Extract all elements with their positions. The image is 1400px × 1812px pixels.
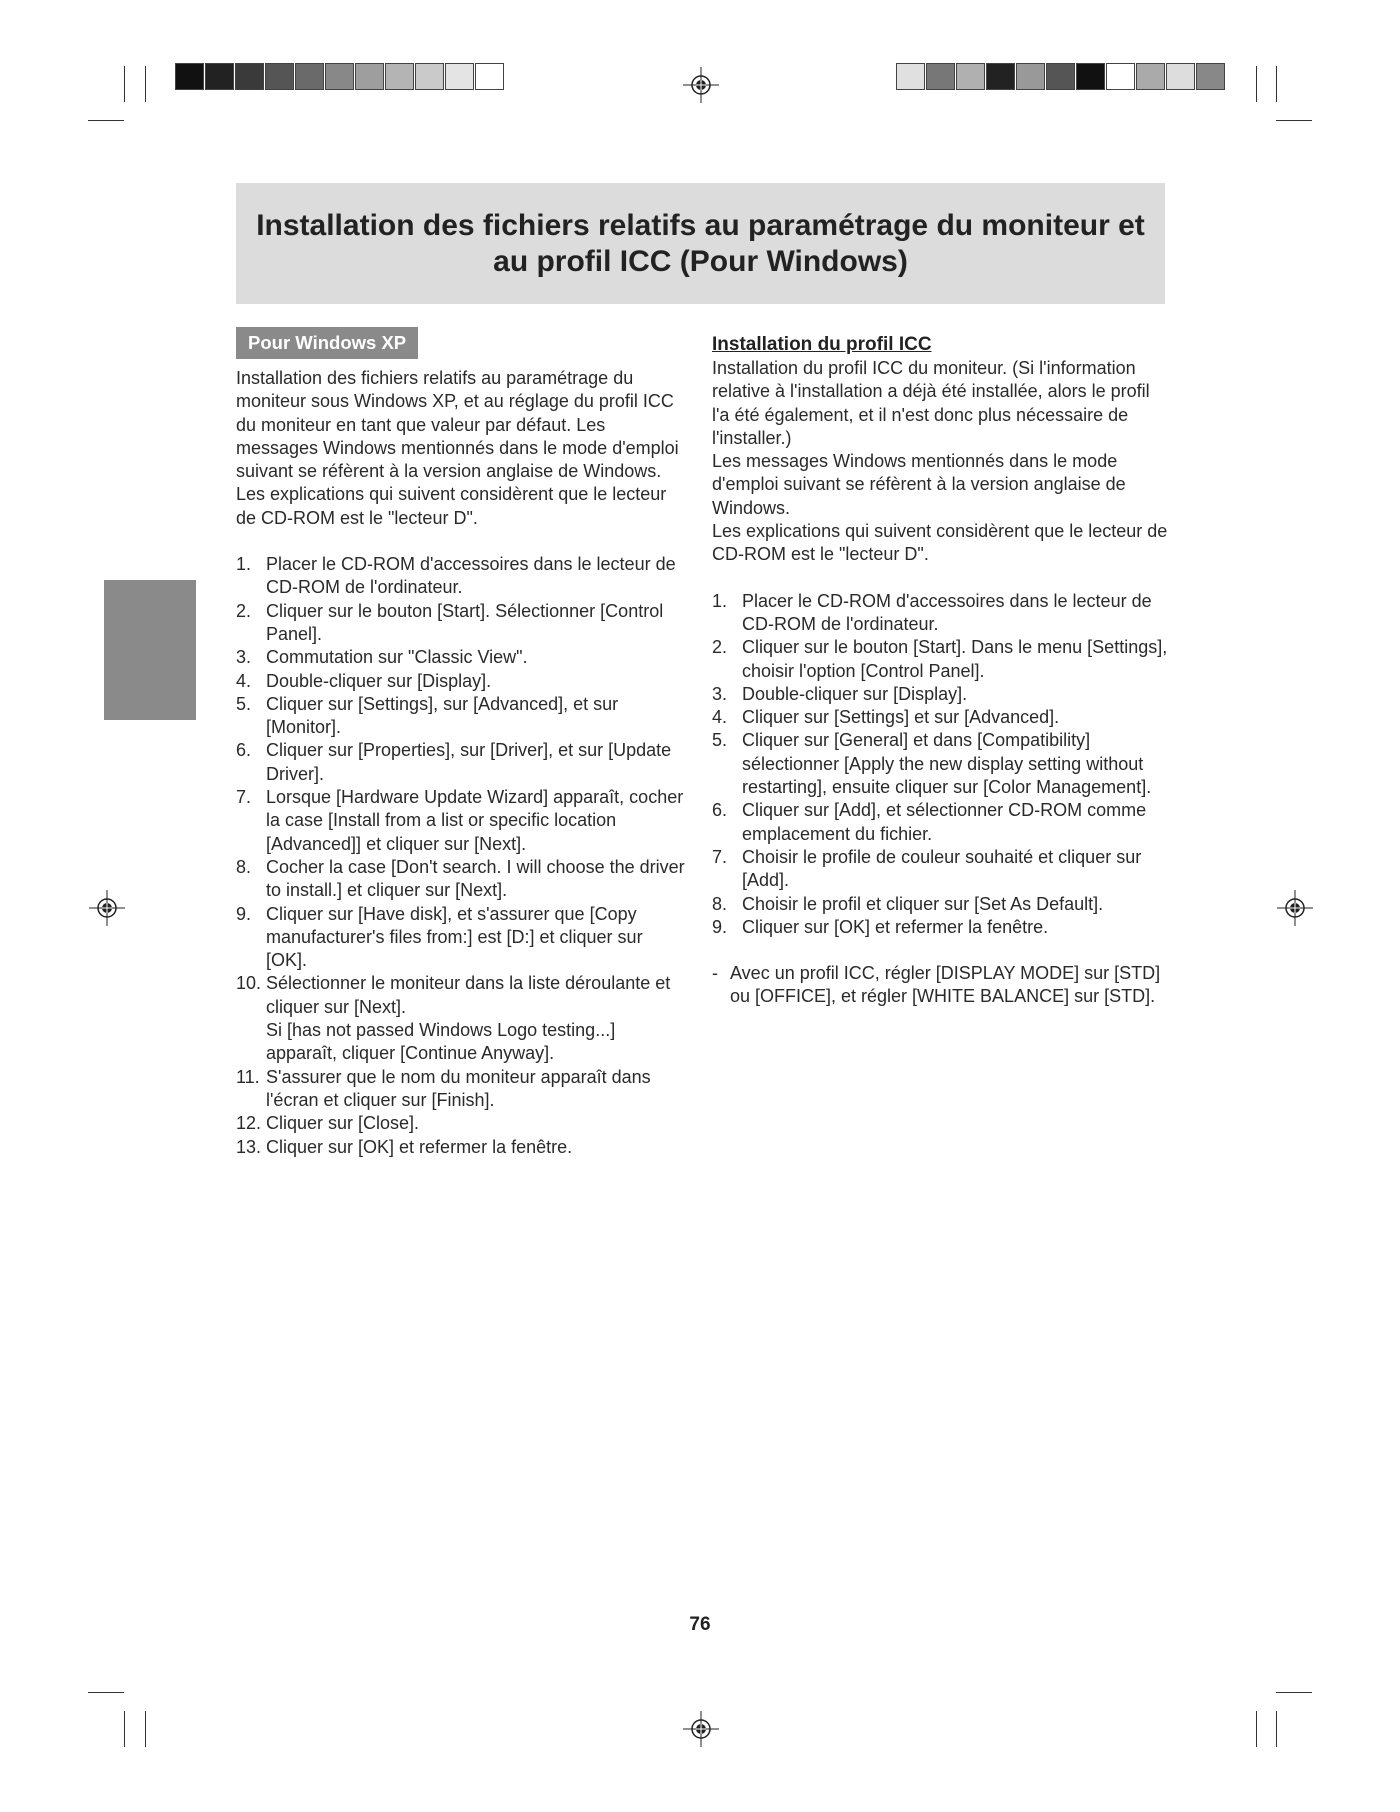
color-swatch bbox=[896, 63, 925, 90]
color-swatch bbox=[235, 63, 264, 90]
registration-mark-icon bbox=[683, 1711, 719, 1747]
section-thumb-tab bbox=[104, 580, 196, 720]
page-title: Installation des fichiers relatifs au paramétrage du moniteur et au profil ICC (Pour Windows) bbox=[256, 208, 1145, 278]
step-text: Cliquer sur [Properties], sur [Driver], et sur [Update Driver]. bbox=[266, 740, 672, 784]
color-swatch bbox=[1196, 63, 1225, 90]
step-text: S'assurer que le nom du moniteur apparaît dans l'écran et cliquer sur [Finish]. bbox=[266, 1066, 651, 1110]
step-text: Choisir le profil et cliquer sur [Set As Default]. bbox=[742, 893, 1104, 914]
registration-mark-icon bbox=[683, 67, 719, 103]
section-heading: Installation du profil ICC bbox=[712, 334, 932, 355]
note-text: Avec un profil ICC, régler [DISPLAY MODE] sur [STD] ou [OFFICE], et régler [WHITE BALANCE] sur [STD]. bbox=[730, 963, 1161, 1007]
step-text: Lorsque [Hardware Update Wizard] apparaît, cocher la case [Install from a list or specific location [Advanced]] et cliquer sur [Next]. bbox=[266, 787, 684, 854]
intro-paragraph: Les explications qui suivent considèrent que le lecteur de CD-ROM est le "lecteur D". bbox=[712, 521, 1168, 565]
step-number: 2. bbox=[236, 600, 252, 621]
step-text: Sélectionner le moniteur dans la liste déroulante et cliquer sur [Next]. bbox=[266, 973, 671, 1017]
step-text-block bbox=[266, 972, 686, 1065]
intro-paragraph: Installation du profil ICC du moniteur. (Si l'information relative à l'installation a déjà été installée, alors le profil l'a été également, et il n'est donc plus nécessaire de l'installer.) bbox=[712, 358, 1150, 448]
color-swatch bbox=[445, 63, 474, 90]
color-swatch bbox=[415, 63, 444, 90]
step-text: Cocher la case [Don't search. I will choose the driver to install.] et cliquer sur [Next]. bbox=[266, 856, 685, 901]
step-number: 5. bbox=[712, 730, 728, 751]
steps-list bbox=[712, 590, 1168, 939]
list-item bbox=[236, 600, 686, 647]
step-text: Cliquer sur [OK] et refermer la fenêtre. bbox=[266, 1136, 573, 1157]
color-swatch bbox=[295, 63, 324, 90]
step-text: Double-cliquer sur [Display]. bbox=[742, 683, 968, 704]
list-item bbox=[236, 972, 686, 1065]
step-text: Placer le CD-ROM d'accessoires dans le lecteur de CD-ROM de l'ordinateur. bbox=[742, 590, 1152, 634]
step-number: 11. bbox=[236, 1066, 260, 1087]
step-number: 2. bbox=[712, 637, 728, 658]
step-text: Cliquer sur le bouton [Start]. Sélectionner [Control Panel]. bbox=[266, 600, 664, 644]
step-number: 9. bbox=[236, 903, 252, 924]
step-text: Placer le CD-ROM d'accessoires dans le lecteur de CD-ROM de l'ordinateur. bbox=[266, 554, 676, 598]
list-item bbox=[236, 739, 686, 786]
step-text: Cliquer sur [OK] et refermer la fenêtre. bbox=[742, 916, 1049, 937]
color-swatch bbox=[265, 63, 294, 90]
color-swatch bbox=[385, 63, 414, 90]
step-text: Cliquer sur le bouton [Start]. Dans le menu [Settings], choisir l'option [Control Panel]. bbox=[742, 637, 1168, 681]
step-number: 4. bbox=[236, 670, 252, 691]
page-number: 76 bbox=[689, 1614, 711, 1635]
section-badge: Pour Windows XP bbox=[236, 327, 418, 359]
color-swatch bbox=[355, 63, 384, 90]
step-subtext: Si [has not passed Windows Logo testing...] apparaît, cliquer [Continue Anyway]. bbox=[266, 1020, 616, 1064]
step-text: Commutation sur "Classic View". bbox=[266, 647, 528, 668]
color-calibration-bar-right bbox=[896, 63, 1226, 92]
color-swatch bbox=[926, 63, 955, 90]
intro-paragraph: Installation des fichiers relatifs au paramétrage du moniteur sous Windows XP, et au réglage du profil ICC du moniteur en tant que valeur par défaut. Les messages Windows mentionnés dans le mode d'emploi suivant se réfèrent à la version anglaise de Windows. bbox=[236, 368, 679, 482]
step-number: 1. bbox=[236, 554, 252, 575]
color-swatch bbox=[1136, 63, 1165, 90]
list-item bbox=[712, 636, 1168, 683]
color-swatch bbox=[986, 63, 1015, 90]
step-number: 1. bbox=[712, 590, 728, 611]
list-item bbox=[712, 916, 1168, 939]
step-number: 5. bbox=[236, 693, 252, 714]
intro-paragraph: Les explications qui suivent considèrent que le lecteur de CD-ROM est le "lecteur D". bbox=[236, 484, 667, 528]
steps-list bbox=[236, 553, 686, 1159]
note bbox=[712, 962, 1168, 1009]
list-item bbox=[712, 729, 1168, 799]
list-item bbox=[712, 799, 1168, 846]
step-text: Cliquer sur [Have disk], et s'assurer que [Copy manufacturer's files from:] est [D:] et cliquer sur [OK]. bbox=[266, 903, 643, 971]
step-text: Cliquer sur [Add], et sélectionner CD-ROM comme emplacement du fichier. bbox=[742, 800, 1147, 844]
list-item bbox=[712, 683, 1168, 706]
list-item bbox=[236, 553, 686, 600]
color-swatch bbox=[1106, 63, 1135, 90]
step-number: 13. bbox=[236, 1136, 262, 1157]
step-number: 9. bbox=[712, 916, 728, 937]
color-swatch bbox=[205, 63, 234, 90]
step-text: Cliquer sur [Close]. bbox=[266, 1113, 420, 1134]
step-text: Cliquer sur [General] et dans [Compatibility] sélectionner [Apply the new display setting without restarting], ensuite cliquer sur [Color Management]. bbox=[742, 730, 1152, 798]
color-swatch bbox=[1166, 63, 1195, 90]
right-column bbox=[712, 333, 1168, 1009]
note-dash: - bbox=[712, 963, 718, 984]
color-swatch bbox=[1076, 63, 1105, 90]
list-item bbox=[236, 786, 686, 856]
list-item bbox=[712, 846, 1168, 893]
title-banner bbox=[236, 183, 1165, 304]
color-swatch bbox=[175, 63, 204, 90]
list-item bbox=[236, 670, 686, 693]
step-number: 4. bbox=[712, 707, 728, 728]
step-number: 10. bbox=[236, 973, 262, 994]
registration-mark-icon bbox=[89, 890, 125, 926]
step-number: 3. bbox=[712, 683, 728, 704]
color-swatch bbox=[956, 63, 985, 90]
list-item bbox=[236, 646, 686, 669]
list-item bbox=[712, 893, 1168, 916]
step-number: 12. bbox=[236, 1113, 262, 1134]
list-item bbox=[236, 856, 686, 903]
color-swatch bbox=[475, 63, 504, 90]
step-number: 7. bbox=[712, 846, 728, 867]
step-text: Cliquer sur [Settings] et sur [Advanced]. bbox=[742, 707, 1060, 728]
color-swatch bbox=[1016, 63, 1045, 90]
step-number: 6. bbox=[712, 800, 728, 821]
step-number: 7. bbox=[236, 787, 252, 808]
list-item bbox=[236, 1066, 686, 1113]
intro-paragraph: Les messages Windows mentionnés dans le mode d'emploi suivant se réfèrent à la version anglaise de Windows. bbox=[712, 451, 1126, 518]
list-item bbox=[236, 693, 686, 740]
list-item bbox=[236, 903, 686, 973]
step-number: 3. bbox=[236, 647, 252, 668]
color-swatch bbox=[325, 63, 354, 90]
color-calibration-bar-left bbox=[175, 63, 505, 92]
step-text: Cliquer sur [Settings], sur [Advanced], et sur [Monitor]. bbox=[266, 693, 619, 738]
step-number: 6. bbox=[236, 740, 252, 761]
step-text: Choisir le profile de couleur souhaité et cliquer sur [Add]. bbox=[742, 846, 1142, 891]
step-number: 8. bbox=[236, 856, 252, 877]
color-swatch bbox=[1046, 63, 1075, 90]
step-number: 8. bbox=[712, 893, 728, 914]
list-item bbox=[236, 1136, 686, 1159]
left-column bbox=[236, 367, 686, 1159]
list-item bbox=[236, 1112, 686, 1135]
step-text: Double-cliquer sur [Display]. bbox=[266, 670, 492, 691]
list-item bbox=[712, 590, 1168, 637]
list-item bbox=[712, 706, 1168, 729]
registration-mark-icon bbox=[1277, 890, 1313, 926]
